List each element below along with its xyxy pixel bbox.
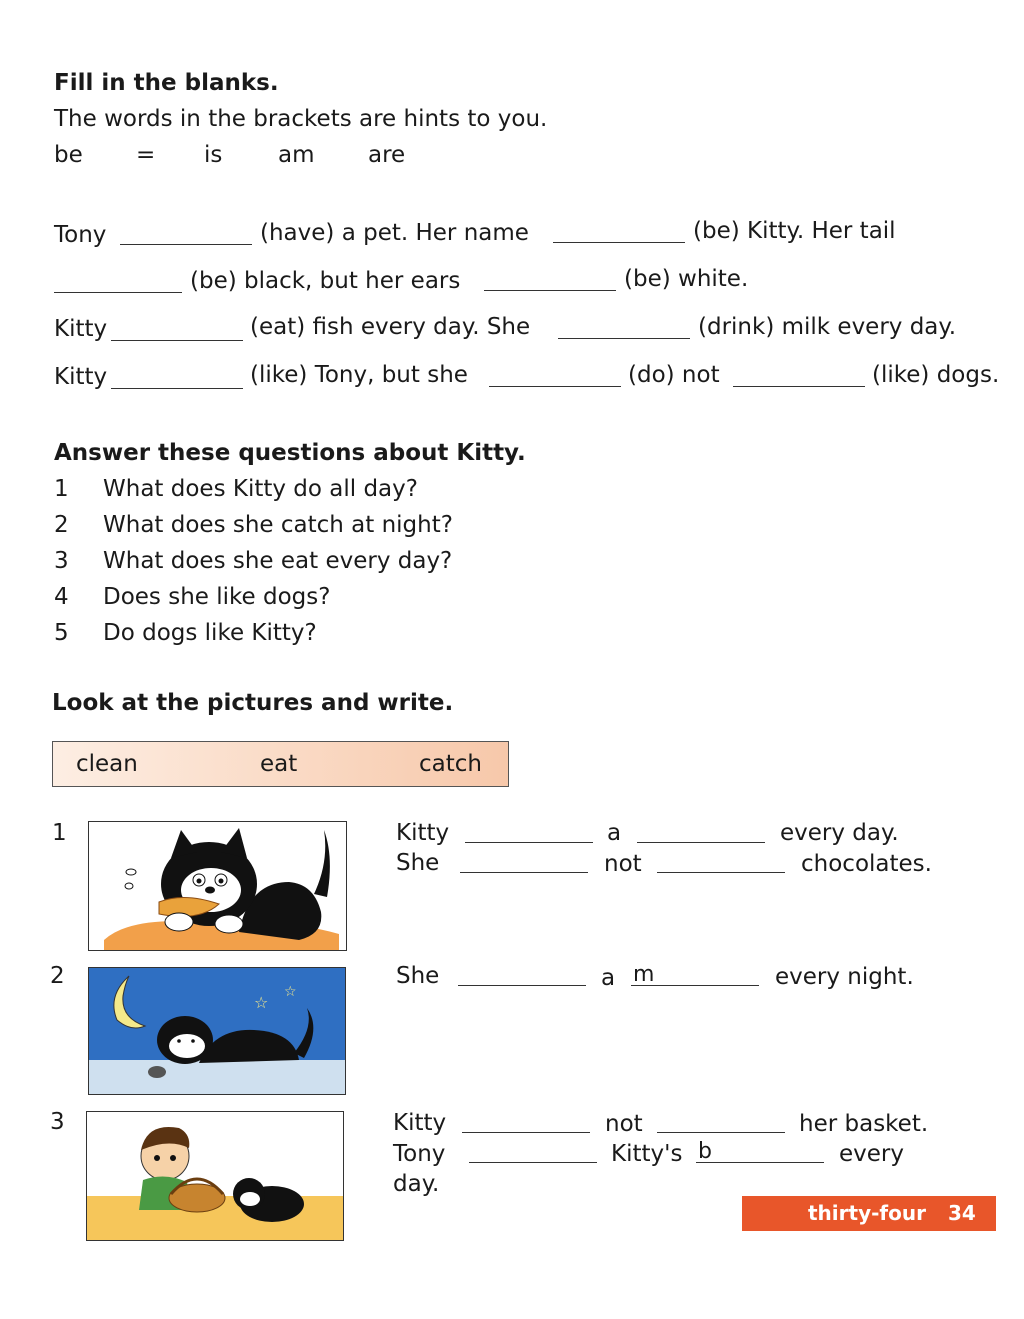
item-number-3: 3 [50,1109,65,1135]
cat-catching-mouse-picture [88,967,346,1095]
equals-sign: = [136,142,156,168]
blank-7[interactable] [111,388,243,389]
line1-text-b: (have) a pet. Her name [260,220,529,246]
be-form-am: am [278,142,315,168]
item1-kitty: Kitty [396,820,450,846]
item2-prefix-m: m [633,962,655,987]
svg-text:☆: ☆ [254,993,269,1012]
item3-tony: Tony [393,1141,446,1167]
question-text: What does Kitty do all day? [103,476,418,502]
line1-text-c: (be) Kitty. Her tail [693,218,896,244]
item3-prefix-b: b [698,1139,712,1164]
item-number-2: 2 [50,963,65,989]
line3-text-b: (eat) fish every day. She [250,314,531,340]
svg-text:☆: ☆ [284,984,297,1000]
item1-a: a [607,820,622,846]
question-number: 4 [54,584,69,610]
item1-she: She [396,850,440,876]
blank-item3-4[interactable] [696,1162,824,1163]
word-bank [52,741,509,787]
item2-a: a [601,965,616,991]
be-form-are: are [368,142,406,168]
blank-4[interactable] [484,290,616,291]
blank-2[interactable] [553,242,685,243]
blank-8[interactable] [489,386,621,387]
be-form-is: is [204,142,223,168]
item3-kitty: Kitty [393,1110,447,1136]
blank-9[interactable] [733,386,865,387]
line3-text-c: (drink) milk every day. [698,314,957,340]
section1-heading: Fill in the blanks. [54,70,279,96]
blank-6[interactable] [558,338,690,339]
blank-item1-4[interactable] [657,872,785,873]
item3-every: every [839,1141,904,1167]
question-number: 5 [54,620,69,646]
section2-heading: Answer these questions about Kitty. [54,440,526,466]
item3-kittys: Kitty's [611,1141,683,1167]
line4-text-b: (like) Tony, but she [250,362,468,388]
section1-hint: The words in the brackets are hints to you. [54,106,548,132]
page-footer-banner [742,1196,996,1231]
question-text: Do dogs like Kitty? [103,620,317,646]
question-text: Does she like dogs? [103,584,331,610]
blank-3[interactable] [54,292,182,293]
line4-text-c: (do) not [628,362,720,388]
item3-day: day. [393,1171,440,1197]
line3-text-a: Kitty [54,316,108,342]
page-number-words: thirty-four [808,1201,926,1225]
word-catch: catch [419,751,482,777]
blank-item2-2[interactable] [631,985,759,986]
line2-text-b: (be) white. [624,266,749,292]
word-eat: eat [260,751,298,777]
item2-every-night: every night. [775,964,914,990]
line2-text-a: (be) black, but her ears [190,268,461,294]
word-clean: clean [76,751,138,777]
line1-text-a: Tony [54,222,107,248]
item1-every-day: every day. [780,820,899,846]
blank-item3-2[interactable] [657,1132,785,1133]
be-word: be [54,142,83,168]
section3-heading: Look at the pictures and write. [52,690,454,716]
item3-not: not [605,1111,643,1137]
question-number: 2 [54,512,69,538]
blank-item1-2[interactable] [637,842,765,843]
item-number-1: 1 [52,820,67,846]
cat-eating-fish-picture [88,821,347,951]
question-number: 1 [54,476,69,502]
blank-item3-3[interactable] [469,1162,597,1163]
blank-item3-1[interactable] [462,1132,590,1133]
item2-she: She [396,963,440,989]
blank-item2-1[interactable] [458,985,586,986]
blank-item1-1[interactable] [465,842,593,843]
page-number: 34 [948,1201,976,1225]
question-text: What does she eat every day? [103,548,453,574]
blank-item1-3[interactable] [460,872,588,873]
line4-text-a: Kitty [54,364,108,390]
item1-chocolates: chocolates. [801,851,932,877]
line4-text-d: (like) dogs. [872,362,1000,388]
boy-cleaning-basket-picture [86,1111,344,1241]
item1-not: not [604,851,642,877]
question-text: What does she catch at night? [103,512,453,538]
question-number: 3 [54,548,69,574]
item3-her-basket: her basket. [799,1111,929,1137]
blank-1[interactable] [120,244,252,245]
blank-5[interactable] [111,340,243,341]
